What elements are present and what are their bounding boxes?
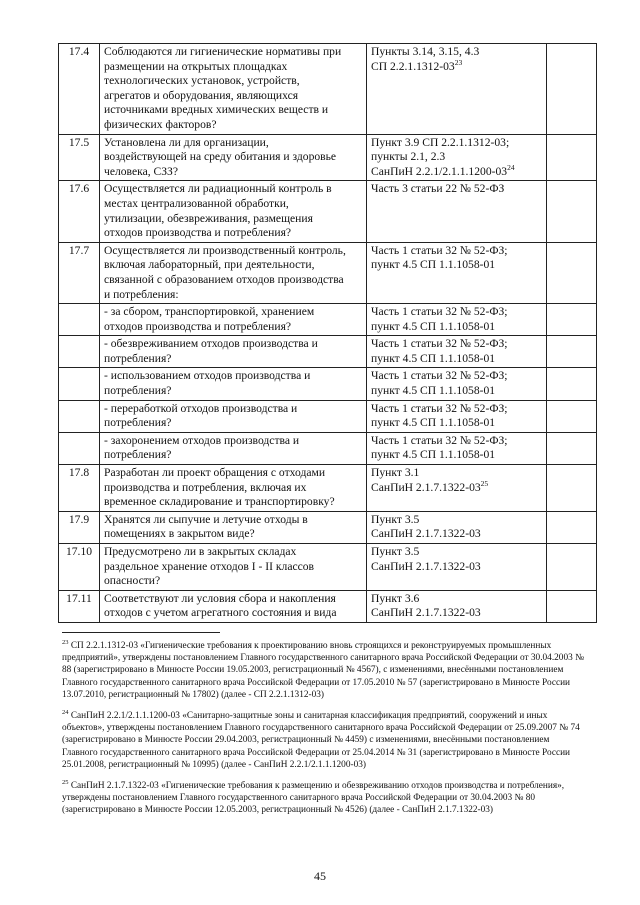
footnote-text: СП 2.2.1.1312-03 «Гигиенические требования к проектированию вновь строящихся и реконструируемых промышленных предприятий», утверждены постановлением Главного государственного санитарного врача Российской Федерации от 30.04.2003 № 88 (зарегистрировано в Минюсте России 19.05.2003, регистрационный № 4567), с изменениями, внесёнными постановлением Главного государственного санитарного врача Российской Федерации от 17.05.2010 № 57 (зарегистрировано в Минюсте России 13.07.2010, регистрационный № 17802) (далее - СП 2.2.1.1312-03) xyxy=(62,641,584,700)
question-text: Осуществляется ли радиационный контроль в местах централизованной обработки, утилизации, обезвреживания, размещения отходов производства и потребления? xyxy=(104,182,332,240)
reference-text: Пункт 3.6 СанПиН 2.1.7.1322-03 xyxy=(371,591,481,620)
item-number xyxy=(59,368,100,400)
question-text: Осуществляется ли производственный контроль, включая лабораторный, при деятельности, связанной с образованием отходов производства и потребления: xyxy=(104,243,346,301)
legal-reference xyxy=(367,181,547,242)
question-text: Хранятся ли сыпучие и летучие отходы в помещениях в закрытом виде? xyxy=(104,512,308,541)
reference-text: Часть 1 статьи 32 № 52-ФЗ; пункт 4.5 СП 1.1.1058-01 xyxy=(371,369,508,398)
requirement-question xyxy=(100,465,367,512)
requirement-question xyxy=(100,44,367,135)
legal-reference xyxy=(367,511,547,543)
footnote xyxy=(62,640,584,701)
requirement-question xyxy=(100,304,367,336)
reference-text: Пункты 3.14, 3.15, 4.3 СП 2.2.1.1312-03 xyxy=(371,45,480,73)
legal-reference xyxy=(367,336,547,368)
question-text: - за сбором, транспортировкой, хранением отходов производства и потребления? xyxy=(104,305,315,333)
footnote xyxy=(62,780,584,817)
table-row xyxy=(59,432,597,464)
answer-cell[interactable] xyxy=(547,368,597,400)
question-text: Разработан ли проект обращения с отходами производства и потребления, включая их временное складирование и транспортировку? xyxy=(104,466,335,509)
question-text: Предусмотрено ли в закрытых складах раздельное хранение отходов I - II классов опасности? xyxy=(104,545,315,588)
requirement-question xyxy=(100,511,367,543)
item-number xyxy=(59,336,100,368)
table-row xyxy=(59,336,597,368)
question-text: - обезвреживанием отходов производства и потребления? xyxy=(104,337,318,365)
requirement-question xyxy=(100,432,367,464)
table-row xyxy=(59,511,597,543)
item-number xyxy=(59,304,100,336)
requirement-question xyxy=(100,400,367,432)
item-number xyxy=(59,432,100,464)
requirement-question xyxy=(100,134,367,181)
answer-cell[interactable] xyxy=(547,432,597,464)
legal-reference xyxy=(367,465,547,512)
legal-reference xyxy=(367,590,547,622)
table-row xyxy=(59,544,597,591)
footnote-text: СанПиН 2.1.7.1322-03 «Гигиенические требования к размещению и обезвреживанию отходов производства и потребления», утверждены постановлением Главного государственного санитарного врача Российской Федерации от 30.04.2003 № 80 (зарегистрировано в Минюсте России 12.05.2003, регистрационный № 4526) (далее - СанПиН 2.1.7.1322-03) xyxy=(62,781,565,816)
page-number: 45 xyxy=(314,869,326,883)
checklist-rows xyxy=(59,44,597,623)
table-row xyxy=(59,590,597,622)
footnote-marker[interactable]: 23 xyxy=(454,57,463,67)
answer-cell[interactable] xyxy=(547,44,597,135)
reference-text: Пункт 3.5 СанПиН 2.1.7.1322-03 xyxy=(371,545,481,573)
item-number: 17.11 xyxy=(59,590,100,622)
requirement-question xyxy=(100,242,367,303)
requirement-question xyxy=(100,368,367,400)
requirement-question xyxy=(100,336,367,368)
footnote-text: СанПиН 2.2.1/2.1.1.1200-03 «Санитарно-защитные зоны и санитарная классификация предприятий, сооружений и иных объектов», утверждены постановлением Главного государственного санитарного врача Российской Федерации от 25.09.2007 № 74 (зарегистрировано в Минюсте России 29.04.2003, регистрационный № 4459) с изменениями, внесёнными постановлением Главного государственного санитарного врача Российской Федерации от 25.04.2014 № 31 (зарегистрировано в Минюсте России 25.01.2008, регистрационный № 10995) (далее - СанПиН 2.2.1/2.1.1.1200-03) xyxy=(62,711,580,770)
reference-text: Пункт 3.1 СанПиН 2.1.7.1322-03 xyxy=(371,466,481,494)
answer-cell[interactable] xyxy=(547,336,597,368)
legal-reference xyxy=(367,432,547,464)
item-number xyxy=(59,400,100,432)
reference-text: Часть 1 статьи 32 № 52-ФЗ; пункт 4.5 СП 1.1.1058-01 xyxy=(371,243,508,272)
question-text: - использованием отходов производства и потребления? xyxy=(104,369,311,398)
table-row xyxy=(59,465,597,512)
requirement-question xyxy=(100,544,367,591)
item-number: 17.9 xyxy=(59,511,100,543)
reference-text: Пункт 3.9 СП 2.2.1.1312-03; пункты 2.1, 2.3 СанПиН 2.2.1/2.1.1.1200-03 xyxy=(371,135,510,178)
question-text: Установлена ли для организации, воздействующей на среду обитания и здоровье человека, СЗЗ? xyxy=(104,135,337,178)
footnote-number: 24 xyxy=(62,709,69,717)
reference-text: Часть 1 статьи 32 № 52-ФЗ; пункт 4.5 СП 1.1.1058-01 xyxy=(371,337,508,365)
footnote-number: 23 xyxy=(62,639,69,646)
question-text: Соответствуют ли условия сбора и накопления отходов с учетом агрегатного состояния и вида xyxy=(104,591,337,620)
table-row xyxy=(59,181,597,242)
table-row xyxy=(59,44,597,135)
footnote-marker[interactable]: 25 xyxy=(480,478,489,488)
footnotes xyxy=(62,640,584,826)
legal-reference xyxy=(367,242,547,303)
footnote-number: 25 xyxy=(62,779,69,787)
footnote xyxy=(62,710,584,771)
legal-reference xyxy=(367,44,547,135)
answer-cell[interactable] xyxy=(547,181,597,242)
footnote-separator xyxy=(62,632,220,633)
answer-cell[interactable] xyxy=(547,511,597,543)
answer-cell[interactable] xyxy=(547,590,597,622)
table-row xyxy=(59,368,597,400)
table-row xyxy=(59,134,597,181)
legal-reference xyxy=(367,400,547,432)
table-row xyxy=(59,242,597,303)
reference-text: Часть 3 статьи 22 № 52-ФЗ xyxy=(371,182,505,196)
item-number: 17.4 xyxy=(59,44,100,135)
requirement-question xyxy=(100,590,367,622)
item-number: 17.10 xyxy=(59,544,100,591)
legal-reference xyxy=(367,134,547,181)
item-number: 17.5 xyxy=(59,134,100,181)
question-text: - переработкой отходов производства и потребления? xyxy=(104,401,298,430)
answer-cell[interactable] xyxy=(547,465,597,512)
answer-cell[interactable] xyxy=(547,544,597,591)
legal-reference xyxy=(367,304,547,336)
footnote-marker[interactable]: 24 xyxy=(507,162,515,172)
requirement-question xyxy=(100,181,367,242)
answer-cell[interactable] xyxy=(547,400,597,432)
checklist-table xyxy=(58,43,597,623)
item-number: 17.8 xyxy=(59,465,100,512)
legal-reference xyxy=(367,368,547,400)
table-row xyxy=(59,400,597,432)
question-text: Соблюдаются ли гигиенические нормативы при размещении на открытых площадках технологических установок, устройств, агрегатов и оборудования, являющихся источниками вредных химических веществ и физических факторов? xyxy=(104,45,342,131)
answer-cell[interactable] xyxy=(547,304,597,336)
reference-text: Часть 1 статьи 32 № 52-ФЗ; пункт 4.5 СП 1.1.1058-01 xyxy=(371,433,508,462)
reference-text: Пункт 3.5 СанПиН 2.1.7.1322-03 xyxy=(371,512,481,541)
question-text: - захоронением отходов производства и потребления? xyxy=(104,433,300,462)
reference-text: Часть 1 статьи 32 № 52-ФЗ; пункт 4.5 СП 1.1.1058-01 xyxy=(371,401,508,430)
item-number: 17.6 xyxy=(59,181,100,242)
answer-cell[interactable] xyxy=(547,242,597,303)
answer-cell[interactable] xyxy=(547,134,597,181)
legal-reference xyxy=(367,544,547,591)
reference-text: Часть 1 статьи 32 № 52-ФЗ; пункт 4.5 СП 1.1.1058-01 xyxy=(371,305,508,333)
item-number: 17.7 xyxy=(59,242,100,303)
table-row xyxy=(59,304,597,336)
